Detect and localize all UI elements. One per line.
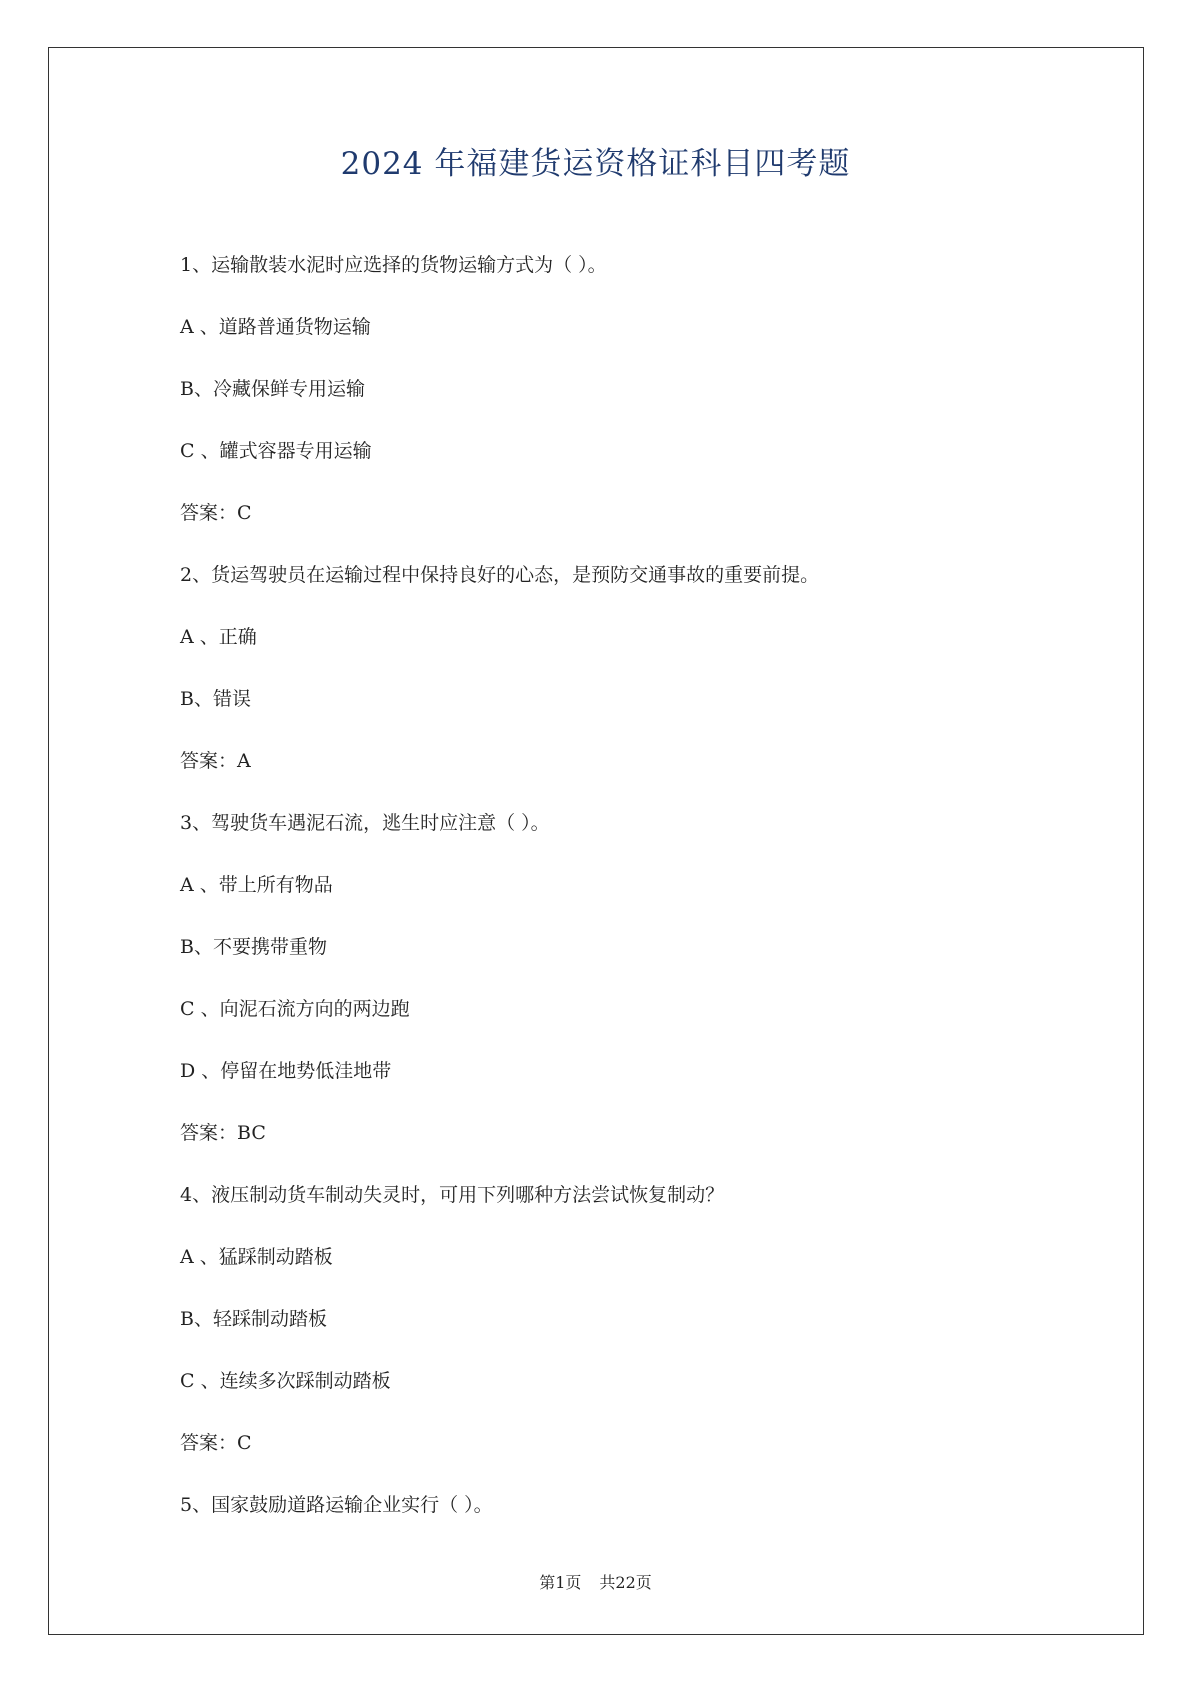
question-1-option-c: C 、罐式容器专用运输 [180,440,372,462]
question-1-option-b: B、冷藏保鲜专用运输 [180,378,365,400]
question-2-text: 2、货运驾驶员在运输过程中保持良好的心态，是预防交通事故的重要前提。 [180,564,820,586]
page-footer [0,1570,1191,1593]
question-4-answer: 答案：C [180,1432,252,1454]
question-1-option-a: A 、道路普通货物运输 [180,316,371,338]
question-3-option-d: D 、停留在地势低洼地带 [180,1060,392,1082]
page-border [48,47,1144,1635]
question-1-answer: 答案：C [180,502,252,524]
page-total: 共22页 [599,1573,652,1592]
question-3-answer: 答案：BC [180,1122,266,1144]
document-title: 2024 年福建货运资格证科目四考题 [340,146,851,182]
page-number: 第1页 [539,1573,582,1592]
question-3-option-b: B、不要携带重物 [180,936,327,958]
question-4-text: 4、液压制动货车制动失灵时，可用下列哪种方法尝试恢复制动？ [180,1184,725,1206]
question-3-text: 3、驾驶货车遇泥石流，逃生时应注意（ ）。 [180,812,550,834]
question-2-option-b: B、错误 [180,688,251,710]
question-4-option-c: C 、连续多次踩制动踏板 [180,1370,391,1392]
question-4-option-b: B、轻踩制动踏板 [180,1308,327,1330]
question-5-text: 5、国家鼓励道路运输企业实行（ ）。 [180,1494,493,1516]
question-3-option-a: A 、带上所有物品 [180,874,333,896]
question-4-option-a: A 、猛踩制动踏板 [180,1246,333,1268]
question-2-answer: 答案：A [180,750,251,772]
question-2-option-a: A 、正确 [180,626,257,648]
question-1-text: 1、运输散装水泥时应选择的货物运输方式为（ ）。 [180,254,607,276]
question-3-option-c: C 、向泥石流方向的两边跑 [180,998,410,1020]
